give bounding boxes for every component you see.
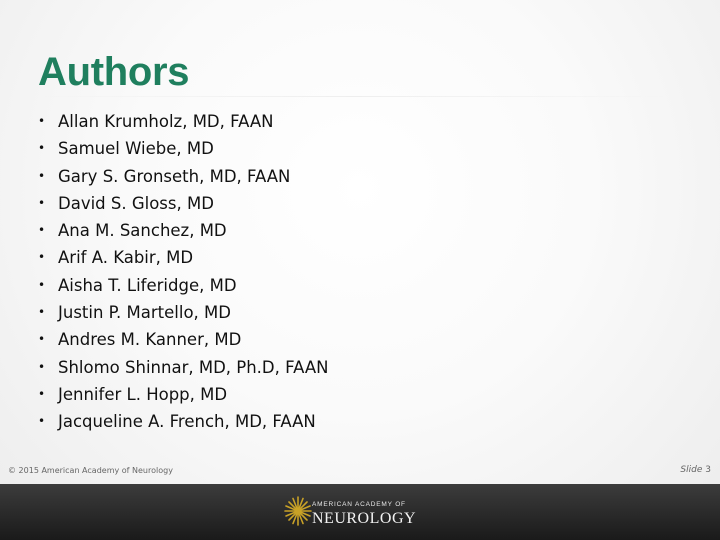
slide-title: Authors [38,50,190,94]
author-name: Samuel Wiebe, MD [58,139,214,159]
bullet-icon: • [38,223,46,238]
list-item [36,163,328,190]
logo-text-main: NEUROLOGY [312,510,417,527]
author-name: Allan Krumholz, MD, FAAN [58,112,274,131]
slide-number-label: Slide [680,465,703,475]
copyright-notice: © 2015 American Academy of Neurology [8,466,173,475]
bullet-icon: • [38,141,46,156]
author-name: Andres M. Kanner, MD [58,330,242,350]
author-name: Ana M. Sanchez, MD [58,221,227,241]
bullet-icon: • [38,332,46,347]
author-name: Jennifer L. Hopp, MD [58,384,228,404]
aan-logo [284,495,424,531]
author-name: David S. Gloss, MD [58,193,214,213]
author-name: Jacqueline A. French, MD, FAAN [58,412,316,432]
bullet-icon: • [38,168,46,183]
bullet-icon: • [38,414,46,429]
author-name: Arif A. Kabir, MD [58,248,194,268]
list-item [36,135,328,162]
author-name: Gary S. Gronseth, MD, FAAN [58,166,291,186]
slide-number [680,465,711,475]
list-item [36,217,328,244]
list-item [36,108,328,135]
bullet-icon: • [38,277,46,292]
list-item [36,354,328,381]
list-item [36,244,328,271]
bullet-icon: • [38,305,46,320]
list-item [36,381,328,408]
list-item [36,408,328,435]
list-item [36,299,328,326]
list-item [36,190,328,217]
bullet-icon: • [38,386,46,401]
bullet-icon: • [38,114,46,128]
list-item [36,272,328,299]
bullet-icon: • [38,359,46,374]
author-name: Justin P. Martello, MD [58,303,231,323]
authors-list [36,108,328,436]
author-name: Aisha T. Liferidge, MD [58,275,237,295]
list-item [36,326,328,353]
title-divider [34,96,674,97]
bullet-icon: • [38,195,46,210]
logo-text-top: AMERICAN ACADEMY OF [312,501,406,508]
bullet-icon: • [38,250,46,265]
author-name: Shlomo Shinnar, MD, Ph.D, FAAN [58,357,329,377]
slide-number-value: 3 [705,465,711,475]
